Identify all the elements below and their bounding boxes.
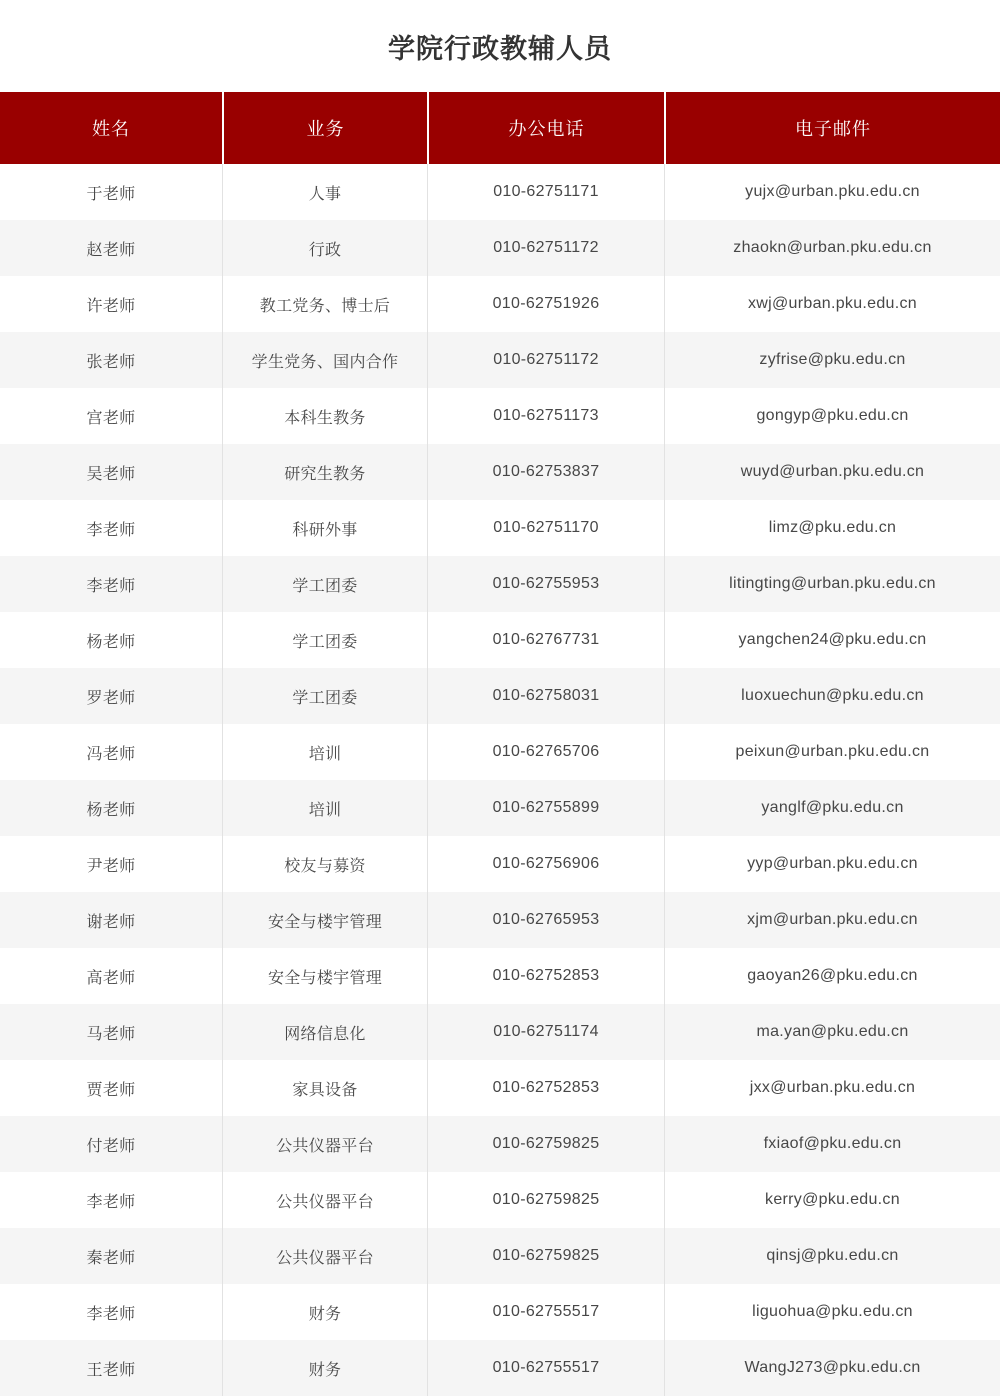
title-bar	[0, 0, 1000, 92]
cell-email: yangchen24@pku.edu.cn	[664, 612, 1000, 668]
cell-phone: 010-62752853	[427, 948, 664, 1004]
cell-duty: 本科生教务	[222, 388, 427, 444]
cell-email: gaoyan26@pku.edu.cn	[664, 948, 1000, 1004]
cell-phone: 010-62751170	[427, 500, 664, 556]
cell-phone: 010-62755517	[427, 1284, 664, 1340]
cell-phone: 010-62755899	[427, 780, 664, 836]
cell-duty: 安全与楼宇管理	[222, 948, 427, 1004]
cell-email: yyp@urban.pku.edu.cn	[664, 836, 1000, 892]
cell-duty: 学工团委	[222, 556, 427, 612]
cell-duty: 公共仪器平台	[222, 1116, 427, 1172]
cell-phone: 010-62751174	[427, 1004, 664, 1060]
cell-duty: 研究生教务	[222, 444, 427, 500]
table-row	[0, 332, 1000, 388]
cell-duty: 公共仪器平台	[222, 1228, 427, 1284]
cell-email: xjm@urban.pku.edu.cn	[664, 892, 1000, 948]
cell-phone: 010-62753837	[427, 444, 664, 500]
cell-name: 贾老师	[86, 1081, 136, 1099]
cell-duty: 公共仪器平台	[222, 1172, 427, 1228]
cell-name: 杨老师	[86, 801, 136, 819]
cell-name: 杨老师	[86, 633, 136, 651]
cell-duty: 教工党务、博士后	[222, 276, 427, 332]
table-row	[0, 220, 1000, 276]
table-row	[0, 612, 1000, 668]
cell-phone: 010-62755953	[427, 556, 664, 612]
cell-duty: 学工团委	[222, 612, 427, 668]
table-row	[0, 1004, 1000, 1060]
cell-duty: 科研外事	[222, 500, 427, 556]
cell-phone: 010-62751172	[427, 220, 664, 276]
cell-email: limz@pku.edu.cn	[664, 500, 1000, 556]
cell-email: ma.yan@pku.edu.cn	[664, 1004, 1000, 1060]
cell-name: 王老师	[86, 1361, 136, 1379]
staff-table	[0, 92, 1000, 1396]
cell-email: litingting@urban.pku.edu.cn	[664, 556, 1000, 612]
table-row	[0, 780, 1000, 836]
table-row	[0, 668, 1000, 724]
table-row	[0, 164, 1000, 220]
cell-email: xwj@urban.pku.edu.cn	[664, 276, 1000, 332]
cell-name: 罗老师	[86, 689, 136, 707]
column-header-phone: 办公电话	[427, 92, 664, 164]
cell-name: 尹老师	[86, 857, 136, 875]
cell-duty: 网络信息化	[222, 1004, 427, 1060]
cell-name: 吴老师	[86, 465, 136, 483]
page-title: 学院行政教辅人员	[388, 33, 612, 64]
cell-phone: 010-62752853	[427, 1060, 664, 1116]
cell-duty: 行政	[222, 220, 427, 276]
cell-email: yujx@urban.pku.edu.cn	[664, 164, 1000, 220]
table-row	[0, 1228, 1000, 1284]
cell-name: 马老师	[86, 1025, 136, 1043]
table-row	[0, 1284, 1000, 1340]
column-header-email: 电子邮件	[664, 92, 1000, 164]
table-row	[0, 1116, 1000, 1172]
cell-duty: 学工团委	[222, 668, 427, 724]
cell-duty: 校友与募资	[222, 836, 427, 892]
table-row	[0, 444, 1000, 500]
cell-phone: 010-62751172	[427, 332, 664, 388]
cell-email: peixun@urban.pku.edu.cn	[664, 724, 1000, 780]
table-body	[0, 164, 1000, 1396]
cell-name: 李老师	[86, 1305, 136, 1323]
cell-email: zhaokn@urban.pku.edu.cn	[664, 220, 1000, 276]
cell-phone: 010-62759825	[427, 1172, 664, 1228]
cell-phone: 010-62759825	[427, 1116, 664, 1172]
cell-email: fxiaof@pku.edu.cn	[664, 1116, 1000, 1172]
cell-phone: 010-62765706	[427, 724, 664, 780]
table-row	[0, 1172, 1000, 1228]
cell-email: gongyp@pku.edu.cn	[664, 388, 1000, 444]
table-row	[0, 556, 1000, 612]
cell-phone: 010-62767731	[427, 612, 664, 668]
cell-name: 谢老师	[86, 913, 136, 931]
column-header-duty: 业务	[222, 92, 427, 164]
cell-email: kerry@pku.edu.cn	[664, 1172, 1000, 1228]
cell-email: luoxuechun@pku.edu.cn	[664, 668, 1000, 724]
cell-duty: 家具设备	[222, 1060, 427, 1116]
cell-name: 于老师	[86, 185, 136, 203]
cell-name: 李老师	[86, 521, 136, 539]
cell-name: 宫老师	[86, 409, 136, 427]
cell-phone: 010-62751171	[427, 164, 664, 220]
cell-email: WangJ273@pku.edu.cn	[664, 1340, 1000, 1396]
cell-duty: 财务	[222, 1340, 427, 1396]
cell-phone: 010-62751173	[427, 388, 664, 444]
cell-phone: 010-62758031	[427, 668, 664, 724]
cell-phone: 010-62759825	[427, 1228, 664, 1284]
cell-phone: 010-62765953	[427, 892, 664, 948]
table-row	[0, 836, 1000, 892]
cell-email: zyfrise@pku.edu.cn	[664, 332, 1000, 388]
cell-name: 高老师	[86, 969, 136, 987]
cell-email: liguohua@pku.edu.cn	[664, 1284, 1000, 1340]
table-row	[0, 1060, 1000, 1116]
table-row	[0, 892, 1000, 948]
table-header-row	[0, 92, 1000, 164]
table-row	[0, 388, 1000, 444]
cell-email: yanglf@pku.edu.cn	[664, 780, 1000, 836]
cell-name: 张老师	[86, 353, 136, 371]
cell-email: wuyd@urban.pku.edu.cn	[664, 444, 1000, 500]
cell-name: 李老师	[86, 577, 136, 595]
cell-name: 秦老师	[86, 1249, 136, 1267]
cell-duty: 学生党务、国内合作	[222, 332, 427, 388]
table-row	[0, 500, 1000, 556]
cell-name: 李老师	[86, 1193, 136, 1211]
cell-duty: 安全与楼宇管理	[222, 892, 427, 948]
cell-name: 许老师	[86, 297, 136, 315]
cell-email: jxx@urban.pku.edu.cn	[664, 1060, 1000, 1116]
cell-duty: 财务	[222, 1284, 427, 1340]
cell-duty: 培训	[222, 724, 427, 780]
cell-duty: 培训	[222, 780, 427, 836]
table-row	[0, 276, 1000, 332]
column-header-name: 姓名	[92, 119, 130, 139]
cell-phone: 010-62755517	[427, 1340, 664, 1396]
table-row	[0, 724, 1000, 780]
cell-email: qinsj@pku.edu.cn	[664, 1228, 1000, 1284]
cell-phone: 010-62756906	[427, 836, 664, 892]
table-row	[0, 948, 1000, 1004]
cell-phone: 010-62751926	[427, 276, 664, 332]
cell-name: 冯老师	[86, 745, 136, 763]
cell-name: 付老师	[86, 1137, 136, 1155]
table-row	[0, 1340, 1000, 1396]
cell-duty: 人事	[222, 164, 427, 220]
cell-name: 赵老师	[86, 241, 136, 259]
